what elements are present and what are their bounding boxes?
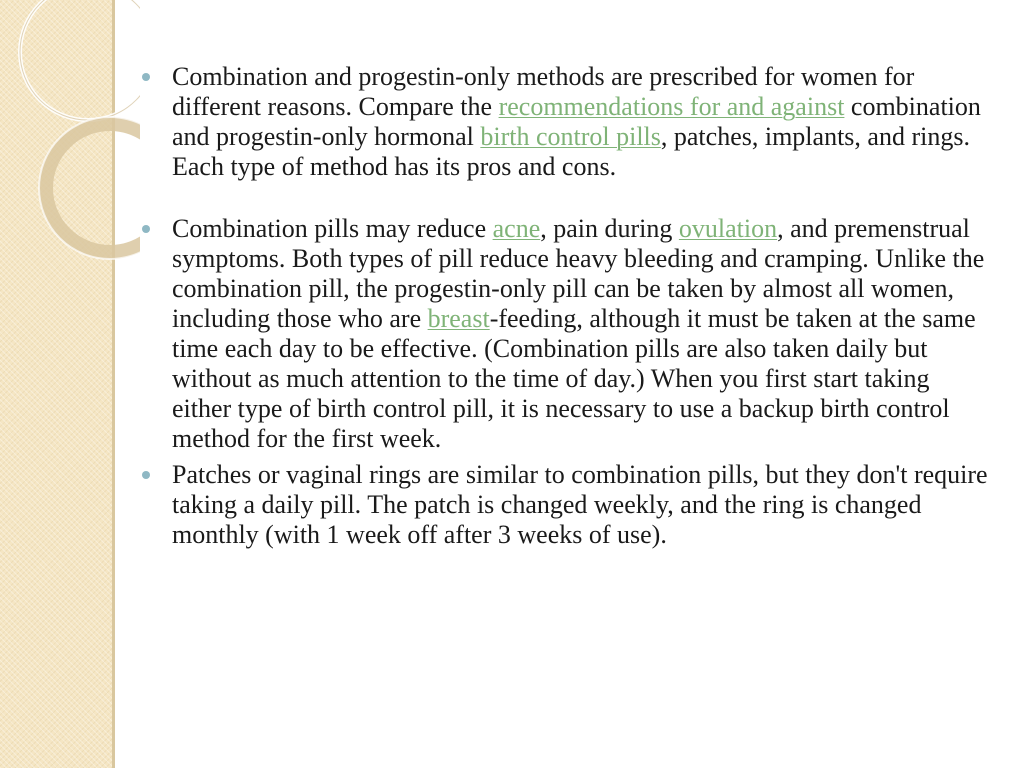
text-run: , and premenstrual symptoms. Both types of pill reduce heavy bleeding and cramping. Unlike the combination pill, the progestin-only pill can be taken by almost all women, including those who are xyxy=(172,214,985,333)
hyperlink[interactable]: birth control pills xyxy=(480,122,661,151)
bullet-icon xyxy=(142,471,150,479)
hyperlink[interactable]: breast xyxy=(427,304,490,333)
bullet-text xyxy=(172,460,988,549)
bullet-item xyxy=(140,214,990,454)
decorative-circles-icon xyxy=(0,0,140,320)
hyperlink[interactable]: recommendations for and against xyxy=(498,92,845,121)
text-run: combination and progestin-only hormonal xyxy=(172,92,981,151)
bullet-item xyxy=(140,62,990,182)
text-run: -feeding, although it must be taken at the same time each day to be effective. (Combination pills are also taken daily but without as much attention to the time of day.) When you first start taking either type of birth control pill, it is necessary to use a backup birth control method for the first week. xyxy=(172,304,976,453)
text-run: Combination pills may reduce xyxy=(172,214,493,243)
bullet-icon xyxy=(142,73,150,81)
text-run: Combination and progestin-only methods are prescribed for women for different reasons. Compare the xyxy=(172,62,915,121)
bullet-icon xyxy=(142,225,150,233)
text-run: , pain during xyxy=(540,214,679,243)
bullet-text xyxy=(172,62,981,181)
bullet-list xyxy=(140,62,990,550)
hyperlink[interactable]: ovulation xyxy=(678,214,778,243)
bullet-item xyxy=(140,460,990,550)
text-run: Patches or vaginal rings are similar to combination pills, but they don't require taking a daily pill. The patch is changed weekly, and the ring is changed monthly (with 1 week off after 3 weeks of use). xyxy=(172,460,988,549)
hyperlink[interactable]: acne xyxy=(492,214,541,243)
bullet-text xyxy=(172,214,984,453)
text-run: , patches, implants, and rings. Each type of method has its pros and cons. xyxy=(172,122,970,181)
